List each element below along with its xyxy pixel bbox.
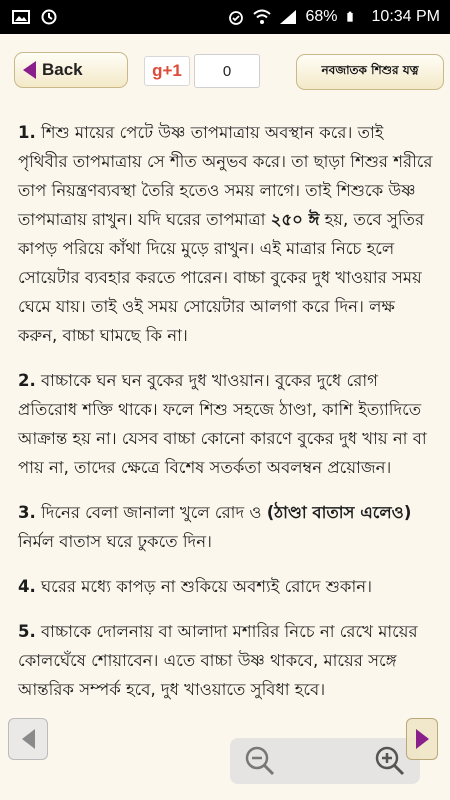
page-title: নবজাতক শিশুর যত্ন	[296, 54, 444, 90]
back-label: Back	[42, 60, 83, 79]
next-page-button[interactable]	[406, 718, 438, 760]
paragraph: 1. শিশু মায়ের পেটে উষ্ণ তাপমাত্রায় অবস্থান করে। তাই পৃথিবীর তাপমাত্রায় সে শীত অনুভব করে। তা ছাড়া শিশুর শরীরে তাপ নিয়ন্ত্রণব্যবস্থা তৈরি হতেও সময় লাগে। তাই শিশুকে উষ্ণ তাপমাত্রায় রাখুন। যদি ঘরের তাপমাত্রা ২৫০ ঈ হয়, তবে সুতির কাপড় পরিয়ে কাঁথা দিয়ে মুড়ে রাখুন। এই মাত্রার নিচে হলে সোয়েটার ব্যবহার করতে পারেন। বাচ্চা বুকের দুধ খাওয়ার সময় ঘেমে যায়। তাই ওই সময় সোয়েটার আলগা করে দিন। লক্ষ করুন, বাচ্চা ঘামছে কি না।	[18, 123, 433, 345]
back-arrow-icon	[23, 61, 36, 79]
previous-page-button[interactable]	[8, 718, 48, 760]
google-plus-one-button[interactable]: g+1	[144, 56, 190, 86]
status-bar	[0, 0, 450, 34]
image-icon	[12, 9, 30, 25]
clock: 10:34 PM	[371, 8, 440, 25]
zoom-out-icon[interactable]	[244, 745, 276, 777]
zoom-controls	[230, 738, 420, 784]
wifi-icon	[253, 9, 271, 25]
paragraph: 2. বাচ্চাকে ঘন ঘন বুকের দুধ খাওয়ান। বুকের দুধে রোগ প্রতিরোধ শক্তি থাকে। ফলে শিশু সহজে ঠাণ্ডা, কাশি ইত্যাদিতে আক্রান্ত হয় না। যেসব বাচ্চা কোনো কারণে বুকের দুধ খায় না বা পায় না, তাদের ক্ষেত্রে বিশেষ সতর্কতা অবলম্বন প্রয়োজন।	[18, 371, 427, 477]
google-plus-count: 0	[194, 54, 260, 88]
alarm-icon	[227, 9, 245, 25]
chevron-right-icon	[416, 729, 429, 749]
signal-icon	[279, 9, 297, 25]
header	[0, 34, 450, 102]
paragraph: 4. ঘরের মধ্যে কাপড় না শুকিয়ে অবশ্যই রোদে শুকান।	[18, 577, 373, 596]
battery-percent: 68%	[305, 8, 338, 25]
paragraph: 5. বাচ্চাকে দোলনায় বা আলাদা মশারির নিচে না রেখে মায়ের কোলঘেঁষে শোয়াবেন। এতে বাচ্চা উষ্ণ থাকবে, মায়ের সঙ্গে আন্তরিক সম্পর্ক হবে, দুধ খাওয়াতে সুবিধা হবে।	[18, 622, 418, 699]
battery-icon	[346, 9, 358, 25]
paragraph: 3. দিনের বেলা জানালা খুলে রোদ ও (ঠাণ্ডা বাতাস এলেও) নির্মল বাতাস ঘরে ঢুকতে দিন।	[18, 503, 412, 551]
article-content	[18, 118, 436, 720]
zoom-in-icon[interactable]	[374, 745, 406, 777]
screenshot-icon	[40, 9, 58, 25]
chevron-left-icon	[22, 729, 35, 749]
back-button[interactable]	[14, 52, 128, 88]
